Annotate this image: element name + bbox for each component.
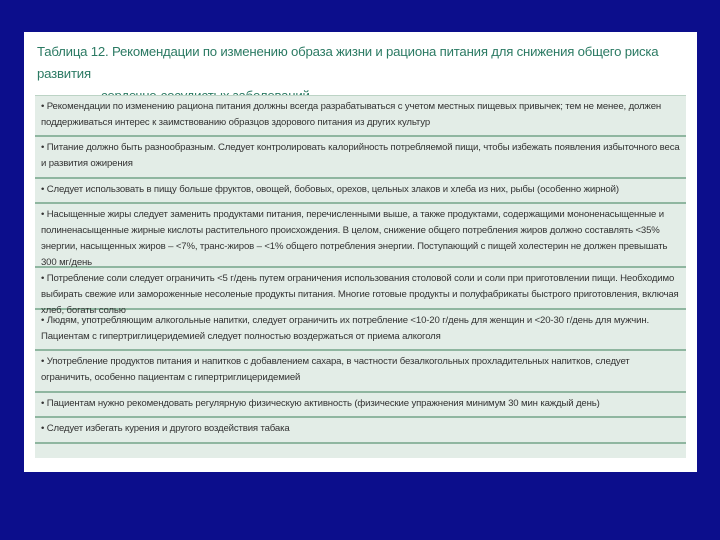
bullet-icon: • (41, 398, 45, 409)
table-row (35, 96, 686, 137)
row-text: Потребление соли следует ограничить <5 г/день путем ограничения использования столовой соли и соли при приготовлении пищи. Необходимо выбирать свежие или замороженные несоленые продукты питания. Многие готовые продукты и полуфабрикаты быстрого приготовления, включая хлеб, богаты солью (41, 273, 679, 316)
table-row (35, 310, 686, 351)
bullet-icon: • (41, 423, 45, 434)
bullet-icon: • (41, 142, 45, 153)
table-title-line-1: Таблица 12. Рекомендации по изменению образа жизни и рациона питания для снижения общего риска развития (37, 44, 659, 81)
row-text: Следует использовать в пищу больше фруктов, овощей, бобовых, орехов, цельных злаков и хлеба из них, рыбы (особенно жирной) (46, 184, 619, 195)
recommendations-table (35, 95, 686, 458)
table-row (35, 137, 686, 179)
bullet-icon: • (41, 273, 45, 284)
row-text: Питание должно быть разнообразным. Следует контролировать калорийность потребляемой пищи, чтобы избежать появления избыточного веса и развития ожирения (41, 142, 680, 169)
table-row (35, 204, 686, 268)
bullet-icon: • (41, 184, 45, 195)
table-row (35, 351, 686, 393)
table-row (35, 179, 686, 204)
row-text: Следует избегать курения и другого воздействия табака (46, 423, 290, 434)
table-row (35, 418, 686, 444)
bullet-icon: • (41, 209, 45, 220)
row-text: Рекомендации по изменению рациона питания должны всегда разрабатываться с учетом местных пищевых привычек; тем не менее, должен поддерживаться интерес к заимствованию образцов здорового питания из других культур (41, 101, 662, 128)
row-text: Употребление продуктов питания и напитков с добавлением сахара, в частности безалкогольных прохладительных напитков, следует ограничить, особенно пациентам с гипертриглицеридемией (41, 356, 630, 383)
bullet-icon: • (41, 315, 45, 326)
table-row (35, 393, 686, 418)
row-text: Пациентам нужно рекомендовать регулярную физическую активность (физические упражнения минимум 30 мин каждый день) (46, 398, 600, 409)
row-text: Насыщенные жиры следует заменить продуктами питания, перечисленными выше, а также продуктами, содержащими мононенасыщенные и полиненасыщенные жирные кислоты растительного происхождения. В целом, снижение общего потребления жиров должно составлять <35% энергии, насыщенных жиров – <7%, транс-жиров – <1% общего потребления энергии. Поступающий с пищей холестерин не должен превышать 300 мг/день (41, 209, 668, 268)
bullet-icon: • (41, 101, 45, 112)
document-panel (31, 35, 688, 467)
row-text: Людям, употребляющим алкогольные напитки, следует ограничить их потребление <10-20 г/день для женщин и <20-30 г/день для мужчин. Пациентам с гипертриглицеридемией следует полностью воздержаться от приема алкоголя (41, 315, 650, 342)
table-row (35, 268, 686, 316)
bullet-icon: • (41, 356, 45, 367)
